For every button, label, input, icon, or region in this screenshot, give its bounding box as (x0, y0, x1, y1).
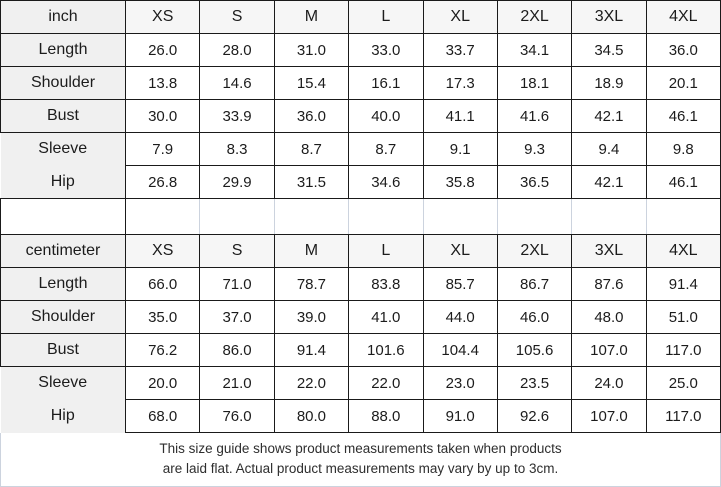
table-row (1, 367, 721, 400)
table-row (1, 334, 721, 367)
size-header-cell: 2XL (497, 1, 571, 34)
value-cell: 91.4 (274, 334, 348, 367)
value-cell: 15.4 (274, 67, 348, 100)
value-cell: 42.1 (572, 100, 646, 133)
row-label-cell: Length (1, 34, 126, 67)
size-header-cell: XS (126, 235, 200, 268)
value-cell: 16.1 (349, 67, 423, 100)
value-cell: 35.0 (126, 301, 200, 334)
table-row (1, 301, 721, 334)
value-cell: 25.0 (646, 367, 720, 400)
value-cell: 31.0 (274, 34, 348, 67)
table-row (1, 100, 721, 133)
row-label-cell: Sleeve (1, 367, 126, 400)
header-row-centimeter (1, 235, 721, 268)
value-cell: 36.0 (274, 100, 348, 133)
value-cell: 117.0 (646, 400, 720, 433)
size-header-cell: M (274, 1, 348, 34)
value-cell: 42.1 (572, 166, 646, 199)
value-cell: 28.0 (200, 34, 274, 67)
value-cell: 20.1 (646, 67, 720, 100)
row-label-cell: Shoulder (1, 301, 126, 334)
size-header-cell: S (200, 235, 274, 268)
spacer-cell (423, 199, 497, 235)
row-label-cell: Hip (1, 400, 126, 433)
value-cell: 91.4 (646, 268, 720, 301)
spacer-cell (200, 199, 274, 235)
size-header-cell: XL (423, 1, 497, 34)
spacer-cell (126, 199, 200, 235)
value-cell: 36.0 (646, 34, 720, 67)
size-header-cell: 2XL (497, 235, 571, 268)
value-cell: 22.0 (274, 367, 348, 400)
value-cell: 18.1 (497, 67, 571, 100)
value-cell: 18.9 (572, 67, 646, 100)
row-label-cell: Length (1, 268, 126, 301)
value-cell: 87.6 (572, 268, 646, 301)
value-cell: 8.3 (200, 133, 274, 166)
spacer-cell (274, 199, 348, 235)
value-cell: 31.5 (274, 166, 348, 199)
value-cell: 44.0 (423, 301, 497, 334)
size-header-cell: M (274, 235, 348, 268)
table-row (1, 400, 721, 433)
value-cell: 13.8 (126, 67, 200, 100)
value-cell: 76.2 (126, 334, 200, 367)
value-cell: 78.7 (274, 268, 348, 301)
spacer-row (1, 199, 721, 235)
note-line-1: This size guide shows product measurements taken when products (159, 441, 562, 457)
value-cell: 17.3 (423, 67, 497, 100)
size-header-cell: L (349, 1, 423, 34)
size-header-cell: XS (126, 1, 200, 34)
value-cell: 51.0 (646, 301, 720, 334)
table-row (1, 166, 721, 199)
size-header-cell: 3XL (572, 1, 646, 34)
value-cell: 40.0 (349, 100, 423, 133)
value-cell: 46.1 (646, 100, 720, 133)
size-header-cell: S (200, 1, 274, 34)
row-label-cell: Bust (1, 334, 126, 367)
spacer-cell (1, 199, 126, 235)
value-cell: 33.0 (349, 34, 423, 67)
note-line-2: are laid flat. Actual product measurements may vary by up to 3cm. (162, 461, 559, 476)
value-cell: 66.0 (126, 268, 200, 301)
value-cell: 71.0 (200, 268, 274, 301)
row-label-cell: Hip (1, 166, 126, 199)
value-cell: 34.6 (349, 166, 423, 199)
value-cell: 22.0 (349, 367, 423, 400)
unit-header-cell: centimeter (1, 235, 126, 268)
value-cell: 48.0 (572, 301, 646, 334)
row-label-cell: Shoulder (1, 67, 126, 100)
value-cell: 41.0 (349, 301, 423, 334)
value-cell: 9.4 (572, 133, 646, 166)
value-cell: 80.0 (274, 400, 348, 433)
value-cell: 39.0 (274, 301, 348, 334)
value-cell: 8.7 (349, 133, 423, 166)
value-cell: 86.0 (200, 334, 274, 367)
size-header-cell: XL (423, 235, 497, 268)
value-cell: 88.0 (349, 400, 423, 433)
value-cell: 68.0 (126, 400, 200, 433)
value-cell: 35.8 (423, 166, 497, 199)
value-cell: 76.0 (200, 400, 274, 433)
value-cell: 105.6 (497, 334, 571, 367)
value-cell: 46.0 (497, 301, 571, 334)
value-cell: 34.1 (497, 34, 571, 67)
value-cell: 14.6 (200, 67, 274, 100)
size-header-cell: 4XL (646, 1, 720, 34)
value-cell: 101.6 (349, 334, 423, 367)
row-label-cell: Bust (1, 100, 126, 133)
value-cell: 7.9 (126, 133, 200, 166)
value-cell: 26.8 (126, 166, 200, 199)
table-row (1, 133, 721, 166)
value-cell: 33.7 (423, 34, 497, 67)
value-cell: 9.1 (423, 133, 497, 166)
table-row (1, 67, 721, 100)
size-chart-body (1, 1, 721, 433)
value-cell: 9.3 (497, 133, 571, 166)
table-row (1, 34, 721, 67)
value-cell: 24.0 (572, 367, 646, 400)
value-cell: 46.1 (646, 166, 720, 199)
row-label-cell: Sleeve (1, 133, 126, 166)
value-cell: 83.8 (349, 268, 423, 301)
value-cell: 21.0 (200, 367, 274, 400)
spacer-cell (572, 199, 646, 235)
spacer-cell (349, 199, 423, 235)
value-cell: 8.7 (274, 133, 348, 166)
value-cell: 36.5 (497, 166, 571, 199)
value-cell: 23.0 (423, 367, 497, 400)
spacer-cell (646, 199, 720, 235)
value-cell: 37.0 (200, 301, 274, 334)
value-cell: 9.8 (646, 133, 720, 166)
size-header-cell: 3XL (572, 235, 646, 268)
value-cell: 107.0 (572, 334, 646, 367)
size-guide-note (0, 433, 721, 487)
value-cell: 34.5 (572, 34, 646, 67)
value-cell: 33.9 (200, 100, 274, 133)
spacer-cell (497, 199, 571, 235)
value-cell: 86.7 (497, 268, 571, 301)
size-header-cell: L (349, 235, 423, 268)
size-header-cell: 4XL (646, 235, 720, 268)
value-cell: 41.6 (497, 100, 571, 133)
value-cell: 30.0 (126, 100, 200, 133)
value-cell: 26.0 (126, 34, 200, 67)
value-cell: 92.6 (497, 400, 571, 433)
value-cell: 29.9 (200, 166, 274, 199)
unit-header-cell: inch (1, 1, 126, 34)
value-cell: 41.1 (423, 100, 497, 133)
value-cell: 104.4 (423, 334, 497, 367)
table-row (1, 268, 721, 301)
value-cell: 107.0 (572, 400, 646, 433)
header-row-inch (1, 1, 721, 34)
value-cell: 117.0 (646, 334, 720, 367)
value-cell: 23.5 (497, 367, 571, 400)
value-cell: 85.7 (423, 268, 497, 301)
value-cell: 91.0 (423, 400, 497, 433)
value-cell: 20.0 (126, 367, 200, 400)
